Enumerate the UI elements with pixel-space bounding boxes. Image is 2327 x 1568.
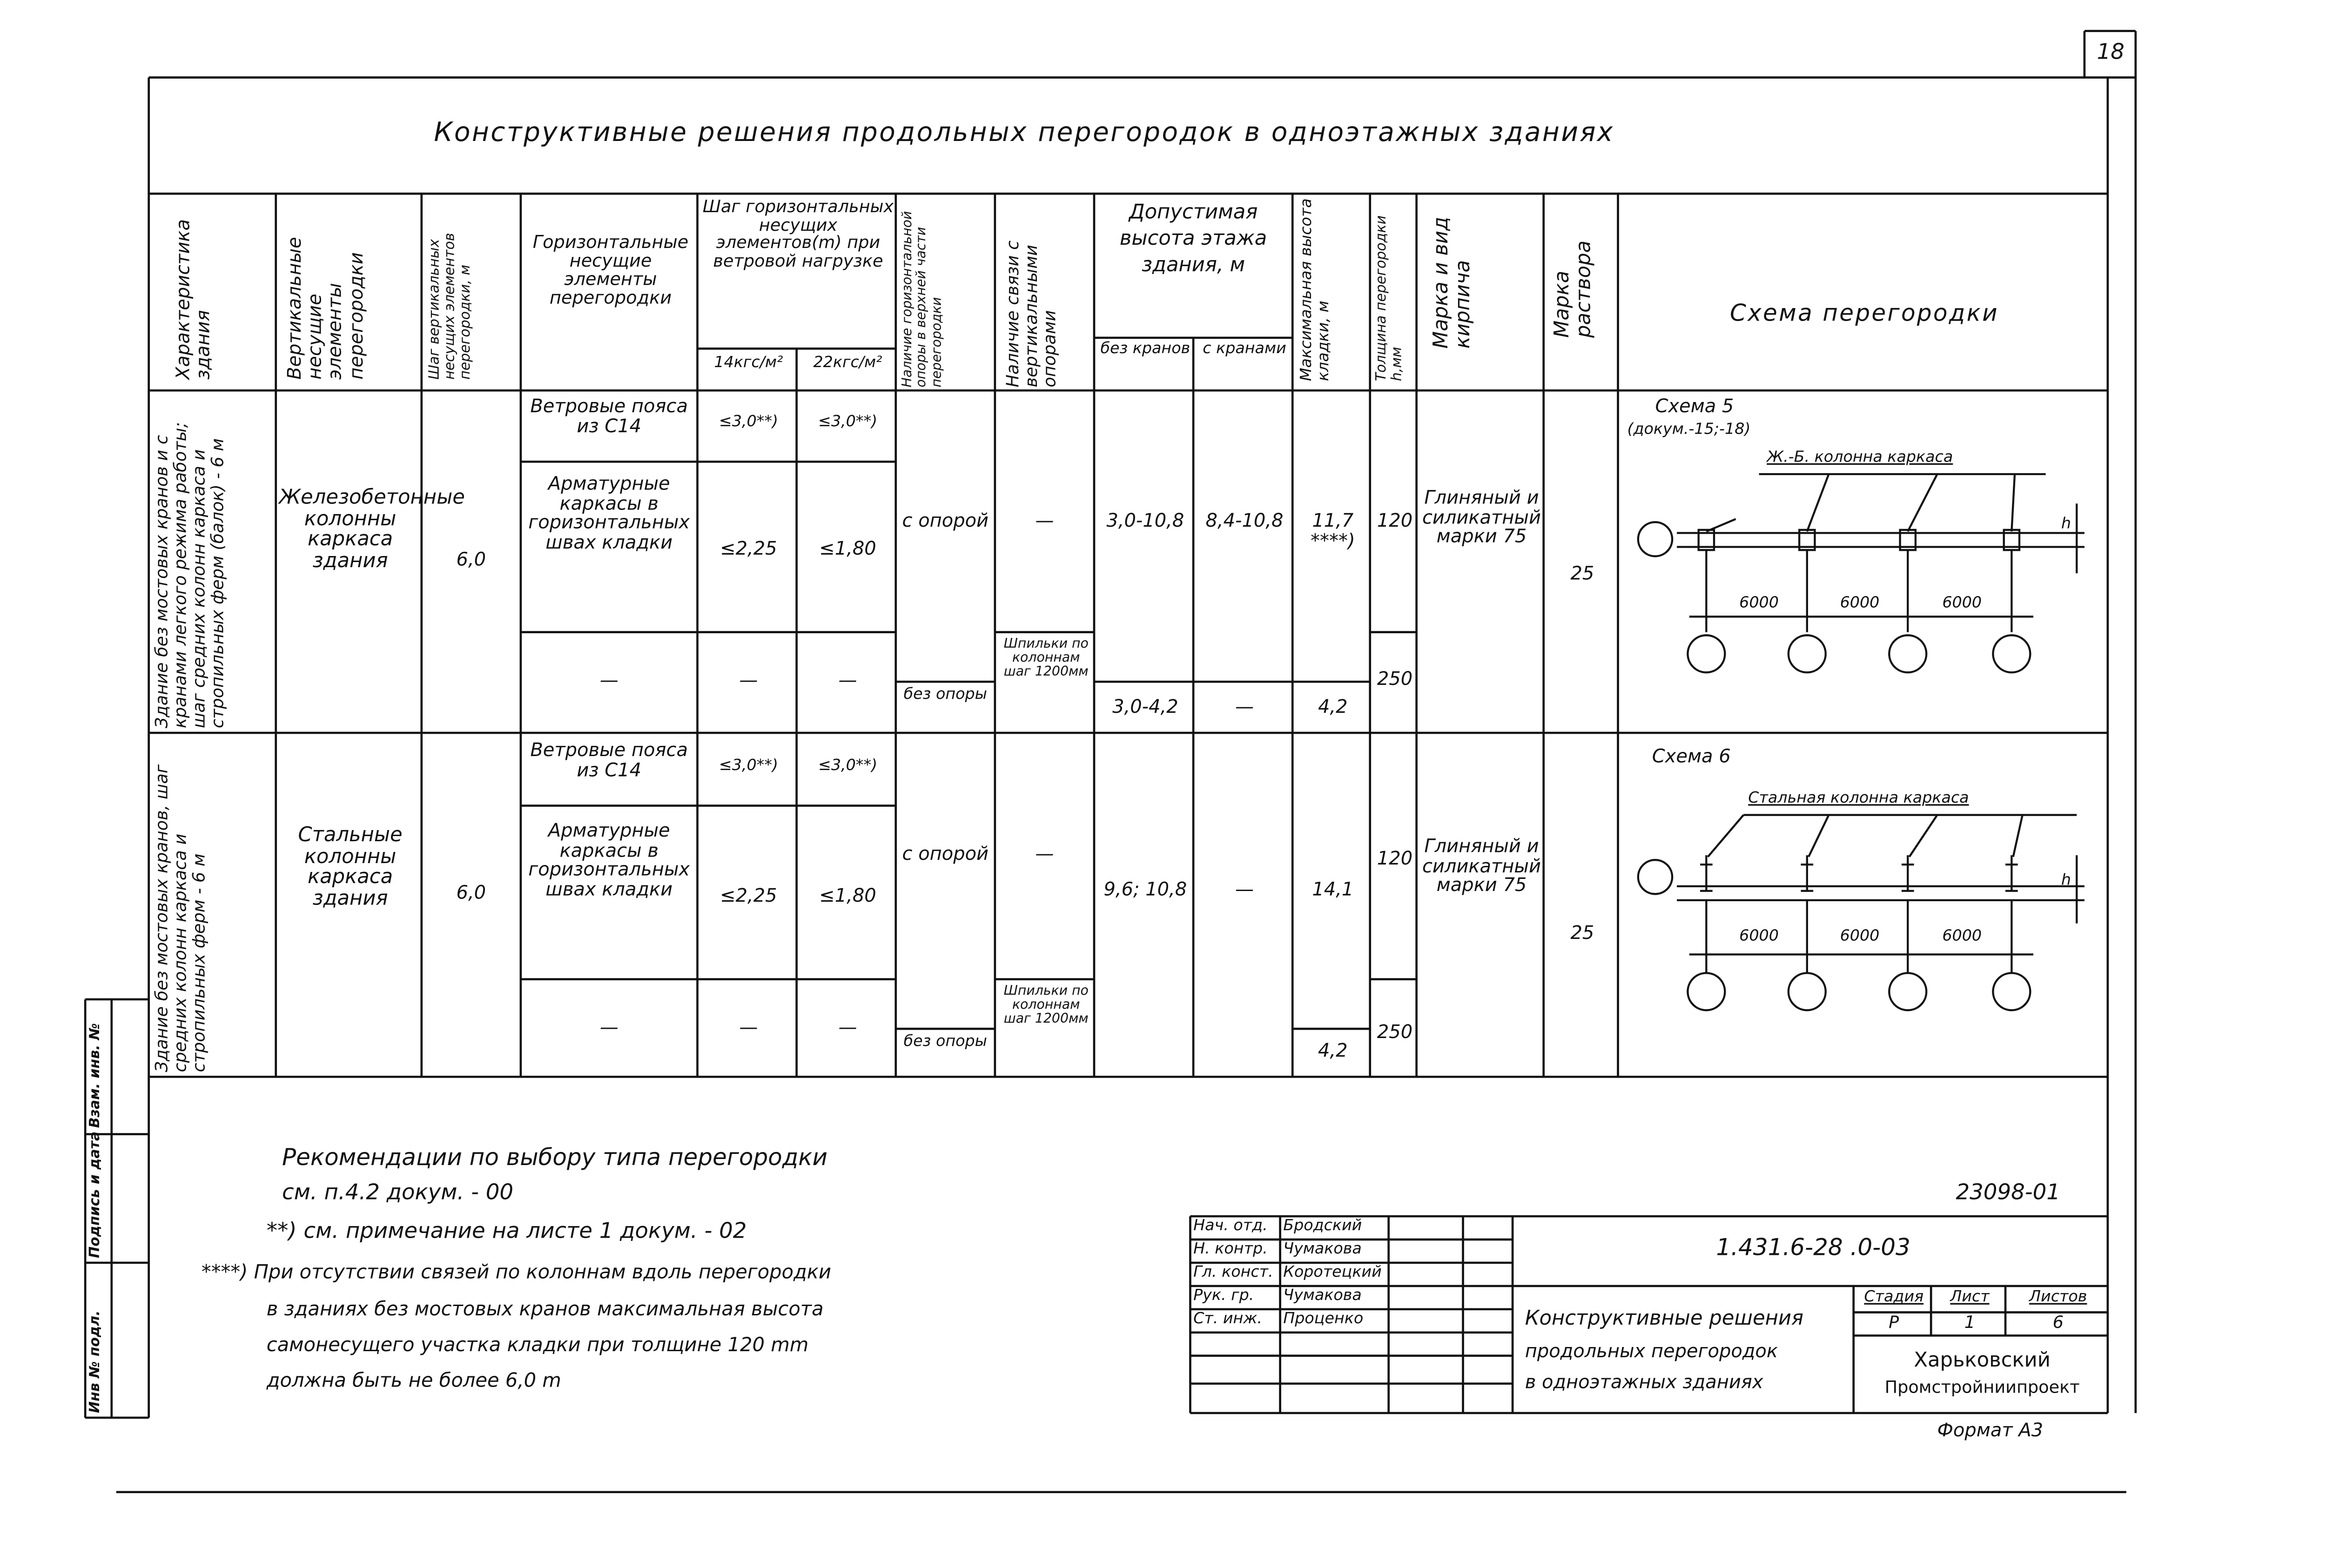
row2-dim-3: 6000: [1942, 928, 1982, 945]
scheme-5-diagram: [1638, 474, 2085, 672]
header-scheme: Схема перегородки: [1729, 299, 1999, 327]
row2-brick: Глиняный и силикатный марки 75: [1422, 835, 1541, 896]
row1-h3: —: [599, 669, 619, 691]
row2-height-with-cranes: —: [1235, 878, 1254, 900]
row1-height-with-cranes-2: —: [1235, 696, 1254, 717]
doc-title-1: Конструктивные решения: [1525, 1307, 1804, 1331]
row2-dim-1: 6000: [1739, 928, 1779, 945]
stamp-inventory: Инв № подл.: [88, 1310, 104, 1413]
row1-link-dash: —: [1035, 509, 1054, 532]
row1-link-pins: Шпильки по колоннам шаг 1200мм: [1003, 637, 1089, 680]
row1-height-no-cranes-2: 3,0-4,2: [1112, 696, 1178, 717]
row1-thickness-1: 120: [1377, 509, 1413, 532]
role-3: Гл. конст.: [1193, 1264, 1273, 1281]
doc-title-2: продольных перегородок: [1525, 1340, 1778, 1362]
row2-height-no-cranes: 9,6; 10,8: [1103, 878, 1187, 900]
note-line-2: см. п.4.2 докум. - 00: [282, 1180, 514, 1206]
row1-support-without: без опоры: [903, 686, 987, 704]
note-line-3: **) см. примечание на листе 1 докум. - 02: [266, 1219, 747, 1244]
stage-value: Р: [1889, 1312, 1899, 1333]
note-line-7: должна быть не более 6,0 m: [266, 1368, 561, 1392]
row2-h1: Ветровые пояса из С14: [530, 739, 688, 780]
row1-h2-22: ≤1,80: [819, 537, 876, 560]
header-height: Допустимая высота этажа здания, м: [1119, 201, 1267, 277]
header-height-no-cranes: без кранов: [1100, 341, 1190, 358]
row2-h2-14: ≤2,25: [720, 885, 777, 907]
role-4: Рук. гр.: [1193, 1287, 1254, 1305]
row1-height-with-cranes: 8,4-10,8: [1205, 509, 1284, 532]
row2-h1-14: ≤3,0**): [719, 757, 778, 775]
page-title: Конструктивные решения продольных перегородок в одноэтажных зданиях: [434, 118, 1614, 149]
row2-max-height-2: 4,2: [1318, 1039, 1348, 1062]
header-height-with-cranes: с кранами: [1203, 341, 1286, 358]
name-1: Бродский: [1283, 1218, 1362, 1235]
row1-mortar: 25: [1570, 562, 1594, 584]
header-horizontal: Горизонтальные несущие элементы перегородки: [532, 231, 689, 309]
doc-title-3: в одноэтажных зданиях: [1525, 1371, 1763, 1393]
row1-h1: Ветровые пояса из С14: [530, 395, 688, 436]
sheet-label: Лист: [1950, 1289, 1990, 1307]
row1-scheme-doc: (докум.-15;-18): [1627, 421, 1751, 439]
row1-characteristic: Здание без мостовых кранов и с кранами легкого режима работы; шаг средних колонн каркаса и стропильных ферм (балок) - 6 м: [152, 422, 229, 729]
row1-max-height-2: 4,2: [1318, 696, 1348, 717]
sheet-number: 18: [2097, 40, 2125, 65]
stage-label: Стадия: [1864, 1289, 1924, 1307]
row1-brick: Глиняный и силикатный марки 75: [1422, 486, 1541, 548]
note-line-6: самонесущего участка кладки при толщине 120 mm: [266, 1332, 809, 1356]
header-mortar: Марка раствора: [1551, 240, 1597, 338]
row2-h1-22: ≤3,0**): [818, 757, 878, 775]
row1-h2: Арматурные каркасы в горизонтальных швах кладки: [528, 472, 690, 553]
row2-characteristic: Здание без мостовых кранов, шаг средних колонн каркаса и стропильных ферм - 6 м: [152, 764, 210, 1072]
row2-h3-14: —: [739, 1016, 758, 1039]
role-2: Н. контр.: [1193, 1241, 1268, 1258]
sheets-label: Листов: [2029, 1289, 2087, 1307]
row2-thickness-1: 120: [1377, 847, 1413, 870]
scheme-6-diagram: [1638, 815, 2085, 1011]
row2-h2-22: ≤1,80: [819, 885, 876, 907]
row1-dim-1: 6000: [1739, 595, 1779, 612]
row2-link-pins: Шпильки по колоннам шаг 1200мм: [1003, 984, 1089, 1027]
row2-h3-22: —: [838, 1016, 857, 1039]
inventory-number: 23098-01: [1956, 1180, 2060, 1206]
row2-step: 6,0: [456, 881, 486, 904]
row2-h3: —: [599, 1016, 619, 1039]
note-line-1: Рекомендации по выбору типа перегородки: [282, 1143, 827, 1172]
row2-max-height: 14,1: [1312, 878, 1354, 900]
row2-mortar: 25: [1570, 922, 1594, 944]
row1-h1-14: ≤3,0**): [719, 414, 778, 431]
row2-link-dash: —: [1035, 843, 1054, 865]
name-5: Проценко: [1283, 1311, 1364, 1328]
row2-support-without: без опоры: [903, 1033, 987, 1051]
row2-dim-2: 6000: [1840, 928, 1880, 945]
header-vertical: Вертикальные несущие элементы перегородки: [283, 237, 367, 380]
name-4: Чумакова: [1283, 1287, 1362, 1305]
row1-thickness-2: 250: [1377, 668, 1413, 690]
row2-support-with: с опорой: [902, 843, 989, 865]
row1-dim-3: 6000: [1942, 595, 1982, 612]
format-label: Формат А3: [1937, 1419, 2044, 1441]
stamp-replace-inventory: Взам. инв. №: [88, 1023, 104, 1128]
row2-thickness-2: 250: [1377, 1021, 1413, 1043]
note-line-4: ****) При отсутствии связей по колоннам вдоль перегородки: [201, 1260, 831, 1283]
row2-vertical: Стальные колонны каркаса здания: [298, 824, 403, 911]
sheet-value: 1: [1964, 1312, 1976, 1333]
row2-scheme-label: Стальная колонна каркаса: [1748, 790, 1969, 807]
header-vertical-step: Шаг вертикальных несущих элементов перегородки, м: [428, 233, 474, 380]
header-characteristic: Характеристика здания: [172, 219, 215, 380]
note-line-5: в зданиях без мостовых кранов максимальная высота: [266, 1297, 824, 1320]
row1-h1-22: ≤3,0**): [818, 414, 878, 431]
row1-max-height: 11,7 ****): [1311, 509, 1355, 551]
header-thickness: Толщина перегородки h,мм: [1374, 215, 1406, 382]
row1-height-no-cranes: 3,0-10,8: [1106, 509, 1184, 532]
row1-step: 6,0: [456, 548, 486, 570]
row1-h2-14: ≤2,25: [720, 537, 777, 560]
row1-dim-2: 6000: [1840, 595, 1880, 612]
org-name-1: Харьковский: [1914, 1349, 2051, 1373]
row1-vertical: Железобетонные колонны каркаса здания: [279, 486, 465, 573]
header-brick: Марка и вид кирпича: [1430, 216, 1476, 349]
stamp-signature: Подпись и дата: [88, 1131, 104, 1258]
name-2: Чумакова: [1283, 1241, 1362, 1258]
role-1: Нач. отд.: [1193, 1218, 1268, 1235]
row1-support-with: с опорой: [902, 509, 989, 532]
row1-h3-22: —: [838, 669, 857, 691]
header-max-height: Максимальная высота кладки, м: [1298, 198, 1333, 382]
row1-h-mark: h: [2061, 516, 2071, 533]
row1-scheme-label: Ж.-Б. колонна каркаса: [1767, 449, 1953, 467]
header-hstep-22: 22кгс/м²: [813, 355, 882, 372]
role-5: Ст. инж.: [1193, 1311, 1262, 1328]
name-3: Коротецкий: [1283, 1264, 1382, 1281]
header-vert-link: Наличие связи с вертикальными опорами: [1002, 240, 1061, 388]
header-top-support: Наличие горизонтальной опоры в верхней части перегородки: [900, 211, 945, 388]
org-name-2: Промстройниипроект: [1884, 1377, 2080, 1398]
row1-h3-14: —: [739, 669, 758, 691]
row1-scheme-title: Схема 5: [1655, 395, 1734, 417]
row2-scheme-title: Схема 6: [1652, 745, 1731, 767]
document-code: 1.431.6-28 .0-03: [1716, 1233, 1910, 1261]
row2-h-mark: h: [2061, 872, 2071, 890]
sheets-value: 6: [2052, 1312, 2064, 1333]
header-hstep: Шаг горизонтальных несущих элементов(m) при ветровой нагрузке: [702, 196, 894, 271]
row2-h2: Арматурные каркасы в горизонтальных швах кладки: [528, 819, 690, 900]
header-hstep-14: 14кгс/м²: [714, 355, 783, 372]
